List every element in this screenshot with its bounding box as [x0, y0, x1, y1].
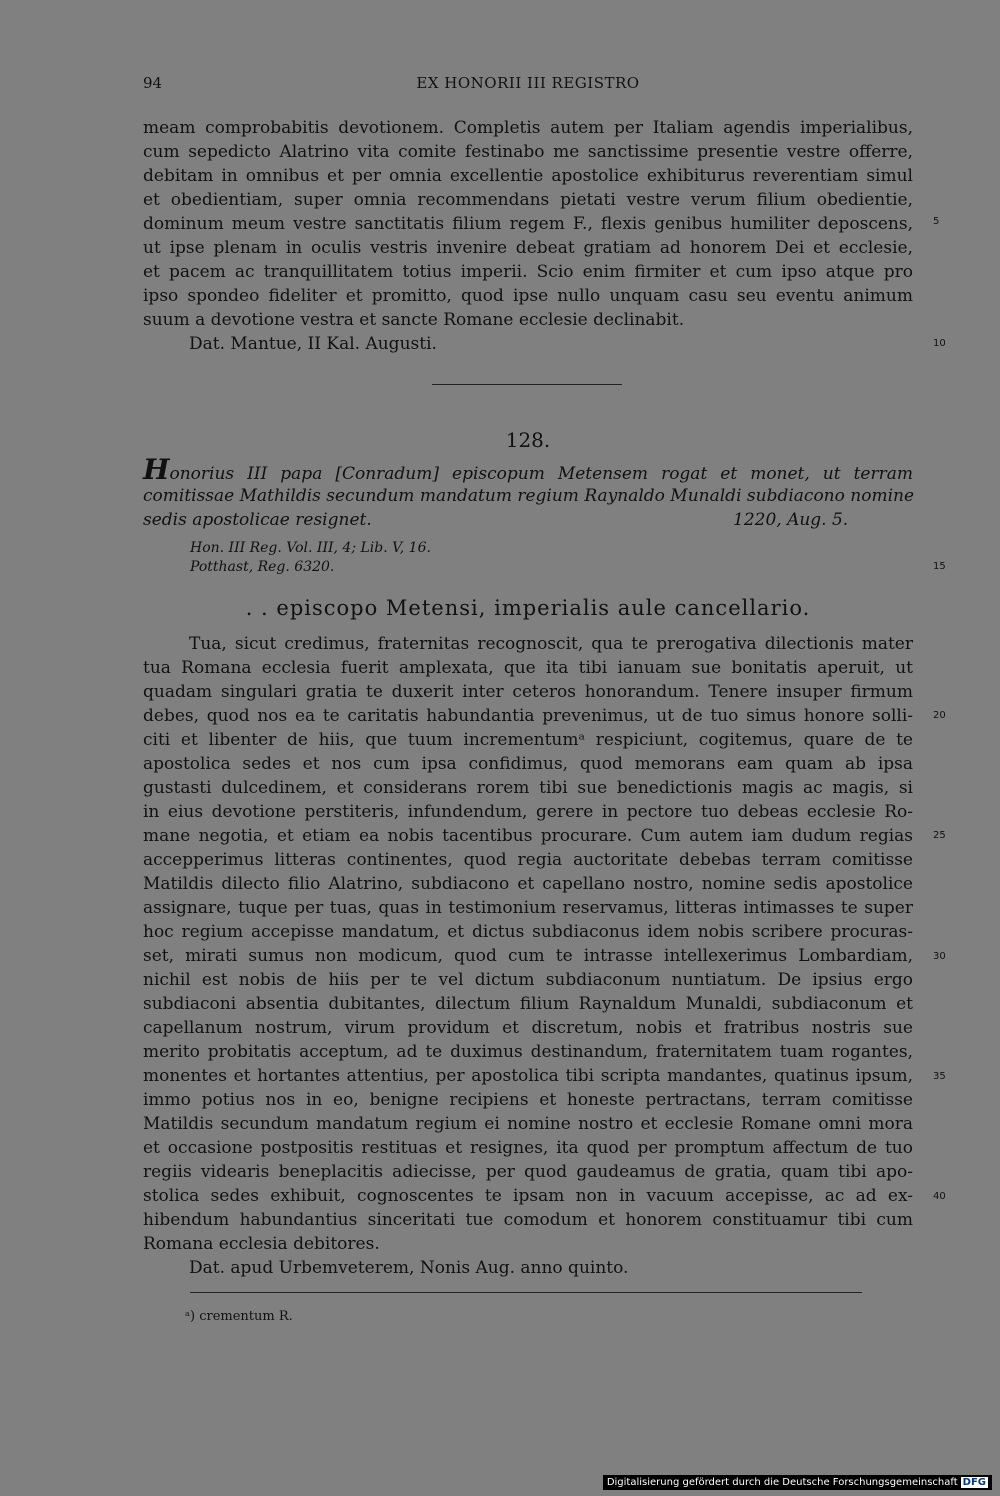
text-line: debes, quod nos ea te caritatis habundantia prevenimus, ut de tuo simus honore solli- [143, 706, 913, 726]
document-number: 128. [505, 428, 551, 452]
source-reference: Potthast, Reg. 6320. [190, 559, 335, 575]
text-line: regiis videaris beneplacitis adiecisse, per quod gaudeamus de gratia, quam tibi apo- [143, 1162, 913, 1182]
text-line: hibendum habundantius sinceritati tue comodum et honorem constituamur tibi cum [143, 1210, 913, 1230]
text-line: ipso spondeo fideliter et promitto, quod ipse nullo unquam casu seu eventu animum [143, 286, 913, 306]
text-line: apostolica sedes et nos cum ipsa confidimus, quod memorans eam quam ab ipsa [143, 754, 913, 774]
text-line: Romana ecclesia debitores. [143, 1234, 380, 1254]
text-line: mane negotia, et etiam ea nobis tacentibus procurare. Cum autem iam dudum regias [143, 826, 913, 846]
text-line: nichil est nobis de hiis per te vel dictum subdiaconum nuntiatum. De ipsius ergo [143, 970, 913, 990]
footnote: ᵃ) crementum R. [185, 1309, 293, 1324]
text-line: Matildis secundum mandatum regium ei nomine nostro et ecclesie Romane omni mora [143, 1114, 913, 1134]
line-number: 40 [933, 1191, 946, 1202]
line-number: 15 [933, 561, 946, 572]
page-number: 94 [143, 74, 163, 92]
line-number: 10 [933, 338, 946, 349]
text-line: cum sepedicto Alatrino vita comite festinabo me sanctissime presentie vestre offerre, [143, 142, 913, 162]
text-line: hoc regium accepisse mandatum, et dictus subdiaconus idem nobis scribere procuras- [143, 922, 913, 942]
digitization-credit [603, 1475, 992, 1490]
text-line: meam comprobabitis devotionem. Completis autem per Italiam agendis imperialibus, [143, 118, 913, 138]
text-line: quadam singulari gratia te duxerit inter ceteros honorandum. Tenere insuper firmum [143, 682, 913, 702]
text-line: tua Romana ecclesia fuerit amplexata, que ita tibi ianuam sue bonitatis aperuit, ut [143, 658, 913, 678]
text-line: in eius devotione perstiteris, infundendum, gerere in pectore tuo debeas ecclesie Ro- [143, 802, 913, 822]
text-line: merito probitatis acceptum, ad te duximus destinandum, fraternitatem tuam rogantes, [143, 1042, 913, 1062]
text-line: et occasione postpositis restituas et resignes, ita quod per promptum affectum de tuo [143, 1138, 913, 1158]
text-line: suum a devotione vestra et sancte Romane ecclesie declinabit. [143, 310, 685, 330]
text-line: citi et libenter de hiis, que tuum incrementumᵃ respiciunt, cogitemus, quare de te [143, 730, 913, 750]
dating-clause: Dat. Mantue, II Kal. Augusti. [189, 334, 437, 354]
regest-date: 1220, Aug. 5. [733, 510, 849, 530]
line-number: 20 [933, 710, 946, 721]
dfg-logo: DFG [962, 1477, 986, 1488]
line-number: 5 [933, 216, 940, 227]
text-line: assignare, tuque per tuas, quas in testimonium reservamus, litteras intimasses te super [143, 898, 913, 918]
text-line: Tua, sicut credimus, fraternitas recognoscit, qua te prerogativa dilectionis mater [189, 634, 913, 654]
regest-line: comitissae Mathildis secundum mandatum regium Raynaldo Munaldi subdiacono nomine [143, 486, 915, 506]
running-title: EX HONORII III REGISTRO [416, 74, 640, 92]
footnote-separator [190, 1292, 862, 1293]
line-number: 30 [933, 951, 946, 962]
text-line: ut ipse plenam in oculis vestris invenire debeat gratiam ad honorem Dei et ecclesie, [143, 238, 913, 258]
dating-clause: Dat. apud Urbemveterem, Nonis Aug. anno quinto. [189, 1258, 629, 1278]
text-line: gustasti dulcedinem, et considerans rorem tibi sue benedictionis magis ac magis, si [143, 778, 913, 798]
section-divider [432, 384, 622, 385]
text-line: subdiaconi absentia dubitantes, dilectum filium Raynaldum Munaldi, subdiaconum et [143, 994, 913, 1014]
running-header [143, 74, 913, 96]
text-line: accepperimus litteras continentes, quod regia auctoritate debebas terram comitisse [143, 850, 913, 870]
text-line: debitam in omnibus et per omnia excellentie apostolice exhibiturus reverentiam simul [143, 166, 913, 186]
text-line: monentes et hortantes attentius, per apostolica tibi scripta mandantes, quatinus ipsum, [143, 1066, 913, 1086]
regest-line: sedis apostolicae resignet. [143, 510, 372, 530]
text-line: stolica sedes exhibuit, cognoscentes te ipsam non in vacuum accepisse, ac ad ex- [143, 1186, 913, 1206]
initial-letter: H [143, 453, 170, 486]
line-number: 35 [933, 1071, 946, 1082]
text-line: Matildis dilecto filio Alatrino, subdiacono et capellano nostro, nomine sedis apostolice [143, 874, 913, 894]
text-line: immo potius nos in eo, benigne recipiens et honeste pertractans, terram comitisse [143, 1090, 913, 1110]
address-line: . . episcopo Metensi, imperialis aule cancellario. [245, 596, 811, 620]
text-line: set, mirati sumus non modicum, quod cum te intrasse intellexerimus Lombardiam, [143, 946, 913, 966]
source-reference: Hon. III Reg. Vol. III, 4; Lib. V, 16. [190, 540, 431, 556]
credit-text: Digitalisierung gefördert durch die Deutsche Forschungsgemeinschaft [606, 1477, 958, 1488]
text-line: et pacem ac tranquillitatem totius imperii. Scio enim firmiter et cum ipso atque pro [143, 262, 913, 282]
regest [143, 453, 915, 534]
text-line: dominum meum vestre sanctitatis filium regem F., flexis genibus humiliter deposcens, [143, 214, 913, 234]
text-line: et obedientiam, super omnia recommendans pietati vestre verum filium obedientie, [143, 190, 913, 210]
line-number: 25 [933, 830, 946, 841]
text-line: capellanum nostrum, virum providum et discretum, nobis et fratribus nostris sue [143, 1018, 913, 1038]
regest-line: Honorius III papa [Conradum] episcopum Metensem rogat et monet, ut terram [143, 453, 913, 486]
